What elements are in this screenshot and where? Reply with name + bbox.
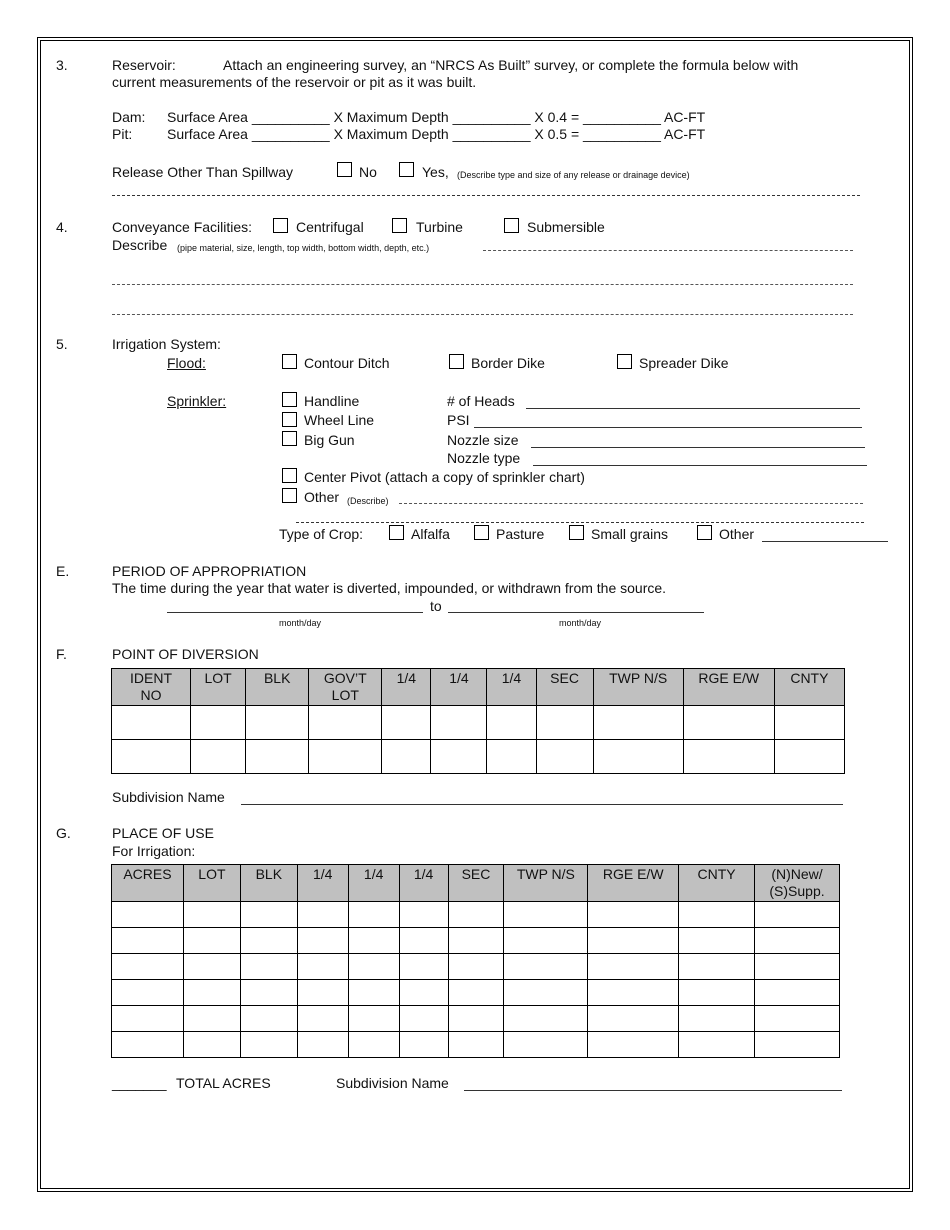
table-row [112,740,845,774]
alfalfa-label: Alfalfa [411,526,450,542]
table-cell[interactable] [112,902,184,928]
table-cell[interactable] [588,928,679,954]
release-describe-line[interactable] [112,195,860,196]
release-yes-checkbox[interactable] [399,162,414,177]
tableG-header-7 [504,865,588,902]
release-yes-note: (Describe type and size of any release or drainage device) [457,170,690,180]
total-acres-blank[interactable]: _______ [112,1075,167,1091]
table-cell[interactable] [309,740,382,774]
table-cell[interactable] [588,1032,679,1058]
table-cell[interactable] [487,706,536,740]
turbine-label: Turbine [416,219,463,235]
pasture-checkbox[interactable] [474,525,489,540]
small-grains-checkbox[interactable] [569,525,584,540]
period-from-caption: month/day [279,618,322,628]
f-subdivision-label: Subdivision Name [112,789,225,805]
table-cell[interactable] [679,1032,755,1058]
table-cell[interactable] [679,902,755,928]
table-cell[interactable] [112,954,184,980]
dam-formula: Surface Area __________ X Maximum Depth __________ X 0.4 = __________ AC-FT [167,109,706,125]
release-label: Release Other Than Spillway [112,164,294,180]
describe-line-2[interactable] [112,284,853,285]
table-cell[interactable] [183,1032,240,1058]
table-cell[interactable] [399,980,448,1006]
type-of-crop-label: Type of Crop: [279,526,364,542]
table-cell[interactable] [755,902,840,928]
tableF-header-10 [774,669,844,706]
psi-label: PSI [447,412,470,428]
nozzle-type-label: Nozzle type [447,450,521,466]
table-cell[interactable] [593,706,683,740]
table-cell[interactable] [683,706,774,740]
table-cell[interactable] [348,902,399,928]
tableG-header-3 [297,865,348,902]
table-cell[interactable] [297,980,348,1006]
table-cell[interactable] [183,1006,240,1032]
heads-line[interactable] [526,408,860,409]
place-of-use-title: PLACE OF USE [112,825,214,841]
table-cell[interactable] [183,902,240,928]
tableF-header-1 [191,669,246,706]
nozzle-type-line[interactable] [533,465,867,466]
reservoir-instructions-line1: Attach an engineering survey, an “NRCS As Built” survey, or complete the formula below with [223,57,799,73]
table-cell[interactable] [382,740,431,774]
period-to-line[interactable] [448,612,704,613]
wheel-line-checkbox[interactable] [282,412,297,427]
table-cell[interactable] [240,1032,297,1058]
border-dike-checkbox[interactable] [449,354,464,369]
for-irrigation-label: For Irrigation: [112,843,196,859]
period-to-label: to [430,598,442,614]
tableF-header-8 [593,669,683,706]
tableF-header-text: LOT [204,670,232,686]
table-cell[interactable] [679,1006,755,1032]
table-cell[interactable] [588,1006,679,1032]
tableG-header-text: TWP N/S [516,866,575,882]
pit-label: Pit: [112,126,133,142]
other-crop-checkbox[interactable] [697,525,712,540]
tableF-header-3 [309,669,382,706]
table-cell[interactable] [755,954,840,980]
section-4-number: 4. [56,219,68,235]
table-cell[interactable] [504,980,588,1006]
table-cell[interactable] [246,706,309,740]
table-cell[interactable] [431,740,487,774]
table-row [112,706,845,740]
table-cell[interactable] [297,902,348,928]
describe-line-3[interactable] [112,314,853,315]
wheel-line-label: Wheel Line [304,412,375,428]
describe-line-1[interactable] [483,250,853,251]
table-cell[interactable] [399,1006,448,1032]
tableG-header-text: LOT [198,866,226,882]
tableF-header-text: TWP N/S [609,670,668,686]
tableG-header-4 [348,865,399,902]
table-cell[interactable] [112,928,184,954]
contour-ditch-checkbox[interactable] [282,354,297,369]
tableF-header-text: BLK [263,670,291,686]
tableG-header-6 [448,865,504,902]
tableG-header-2 [240,865,297,902]
tableF-header-text: NO [140,687,162,703]
reservoir-instructions-line2: current measurements of the reservoir or pit as it was built. [112,74,477,90]
table-cell[interactable] [504,1032,588,1058]
tableF-header-2 [246,669,309,706]
table-cell[interactable] [240,902,297,928]
dam-label: Dam: [112,109,146,125]
table-cell[interactable] [246,740,309,774]
tableG-header-text: ACRES [123,866,172,882]
table-cell[interactable] [755,1032,840,1058]
tableF-header-7 [536,669,593,706]
describe-note: (pipe material, size, length, top width, bottom width, depth, etc.) [177,243,430,253]
sprinkler-label: Sprinkler: [167,393,227,409]
submersible-checkbox[interactable] [504,218,519,233]
table-cell[interactable] [191,740,246,774]
tableG-header-text: 1/4 [363,866,384,882]
table-cell[interactable] [348,980,399,1006]
period-title: PERIOD OF APPROPRIATION [112,563,307,579]
table-cell[interactable] [755,928,840,954]
table-row [112,902,840,928]
tableF-header-text: GOV’T [323,670,367,686]
tableF-header-text: 1/4 [396,670,417,686]
table-cell[interactable] [240,980,297,1006]
other-describe-line-2[interactable] [296,522,864,523]
table-cell[interactable] [683,740,774,774]
table-cell[interactable] [448,954,504,980]
centrifugal-checkbox[interactable] [273,218,288,233]
table-row [112,928,840,954]
table-cell[interactable] [348,928,399,954]
table-cell[interactable] [112,980,184,1006]
heads-label: # of Heads [447,393,515,409]
table-cell[interactable] [309,706,382,740]
describe-label: Describe [112,237,168,253]
tableF-header-text: RGE E/W [698,670,760,686]
table-cell[interactable] [504,928,588,954]
table-cell[interactable] [240,1006,297,1032]
table-cell[interactable] [348,1032,399,1058]
table-cell[interactable] [448,928,504,954]
other-crop-line[interactable] [762,541,888,542]
section-5-number: 5. [56,336,68,352]
spreader-dike-checkbox[interactable] [617,354,632,369]
table-cell[interactable] [112,740,191,774]
table-cell[interactable] [774,740,844,774]
other-system-checkbox[interactable] [282,488,297,503]
conveyance-label: Conveyance Facilities: [112,219,253,235]
alfalfa-checkbox[interactable] [389,525,404,540]
table-cell[interactable] [588,902,679,928]
tableG-header-8 [588,865,679,902]
table-cell[interactable] [448,1032,504,1058]
psi-line[interactable] [474,427,862,428]
table-row [112,980,840,1006]
tableG-header-0 [112,865,184,902]
release-no-checkbox[interactable] [337,162,352,177]
table-row [112,954,840,980]
handline-checkbox[interactable] [282,392,297,407]
table-cell[interactable] [536,740,593,774]
tableF-header-4 [382,669,431,706]
pasture-label: Pasture [496,526,545,542]
period-to-caption: month/day [559,618,602,628]
tableG-header-text: (S)Supp. [769,883,825,899]
other-describe-line-1[interactable] [399,503,863,504]
release-yes-label: Yes, [422,164,449,180]
big-gun-label: Big Gun [304,432,355,448]
contour-ditch-label: Contour Ditch [304,355,390,371]
f-subdivision-line[interactable] [241,804,843,805]
total-acres-label: TOTAL ACRES [176,1075,271,1091]
section-3-number: 3. [56,57,68,73]
flood-label: Flood: [167,355,206,371]
table-cell[interactable] [679,928,755,954]
table-cell[interactable] [755,980,840,1006]
table-cell[interactable] [588,954,679,980]
place-of-use-table [111,864,840,1058]
tableF-header-0 [112,669,191,706]
release-no-label: No [359,164,377,180]
tableF-header-text: 1/4 [449,670,469,686]
table-cell[interactable] [431,706,487,740]
nozzle-size-line[interactable] [531,447,865,448]
point-of-diversion-title: POINT OF DIVERSION [112,646,259,662]
tableG-header-text: (N)New/ [771,866,823,882]
tableG-header-text: 1/4 [413,866,434,882]
g-subdivision-line[interactable] [464,1090,842,1091]
table-cell[interactable] [112,706,191,740]
tableG-header-1 [183,865,240,902]
center-pivot-label: Center Pivot (attach a copy of sprinkler chart) [304,469,585,485]
tableG-header-5 [399,865,448,902]
table-cell[interactable] [348,1006,399,1032]
handline-label: Handline [304,393,360,409]
irrigation-system-label: Irrigation System: [112,336,221,352]
submersible-label: Submersible [527,219,605,235]
table-cell[interactable] [504,1006,588,1032]
table-cell[interactable] [399,1032,448,1058]
border-dike-label: Border Dike [471,355,545,371]
big-gun-checkbox[interactable] [282,431,297,446]
tableG-header-text: SEC [461,866,491,882]
period-from-line[interactable] [167,612,423,613]
table-row [112,1006,840,1032]
reservoir-label: Reservoir: [112,57,176,73]
table-cell[interactable] [112,1032,184,1058]
pit-formula: Surface Area __________ X Maximum Depth __________ X 0.5 = __________ AC-FT [167,126,706,142]
tableG-header-text: CNTY [697,866,736,882]
table-cell[interactable] [191,706,246,740]
turbine-checkbox[interactable] [392,218,407,233]
table-cell[interactable] [183,980,240,1006]
other-system-label: Other [304,489,340,505]
tableF-header-text: LOT [331,687,359,703]
table-cell[interactable] [297,954,348,980]
table-cell[interactable] [297,928,348,954]
tableG-header-text: RGE E/W [602,866,664,882]
period-description: The time during the year that water is diverted, impounded, or withdrawn from the source. [112,580,667,596]
tableG-header-text: 1/4 [313,866,333,882]
tableG-header-10 [755,865,840,902]
table-cell[interactable] [679,980,755,1006]
table-cell[interactable] [297,1006,348,1032]
table-cell[interactable] [504,954,588,980]
tableF-header-text: 1/4 [501,670,522,686]
table-cell[interactable] [240,954,297,980]
section-g-number: G. [56,825,71,841]
table-cell[interactable] [399,954,448,980]
table-cell[interactable] [399,902,448,928]
tableF-header-5 [431,669,487,706]
table-cell[interactable] [448,902,504,928]
section-e-number: E. [56,563,70,579]
table-cell[interactable] [487,740,536,774]
table-row [112,1032,840,1058]
centrifugal-label: Centrifugal [296,219,364,235]
small-grains-label: Small grains [591,526,669,542]
section-f-number: F. [56,646,67,662]
tableF-header-text: CNTY [790,670,829,686]
tableG-header-text: BLK [255,866,283,882]
table-cell[interactable] [183,954,240,980]
point-of-diversion-table [111,668,845,774]
center-pivot-checkbox[interactable] [282,468,297,483]
table-cell[interactable] [183,928,240,954]
tableF-header-6 [487,669,536,706]
other-crop-label: Other [719,526,755,542]
table-cell[interactable] [348,954,399,980]
table-cell[interactable] [588,980,679,1006]
table-cell[interactable] [399,928,448,954]
table-cell[interactable] [112,1006,184,1032]
tableF-header-9 [683,669,774,706]
table-cell[interactable] [774,706,844,740]
tableG-header-9 [679,865,755,902]
tableF-header-text: IDENT [130,670,173,686]
other-system-note: (Describe) [347,496,389,506]
table-cell[interactable] [679,954,755,980]
table-cell[interactable] [382,706,431,740]
table-cell[interactable] [297,1032,348,1058]
nozzle-size-label: Nozzle size [447,432,519,448]
table-cell[interactable] [448,980,504,1006]
table-cell[interactable] [240,928,297,954]
table-cell[interactable] [593,740,683,774]
spreader-dike-label: Spreader Dike [639,355,729,371]
g-subdivision-label: Subdivision Name [336,1075,449,1091]
table-cell[interactable] [536,706,593,740]
table-cell[interactable] [755,1006,840,1032]
table-cell[interactable] [504,902,588,928]
tableF-header-text: SEC [550,670,579,686]
table-cell[interactable] [448,1006,504,1032]
